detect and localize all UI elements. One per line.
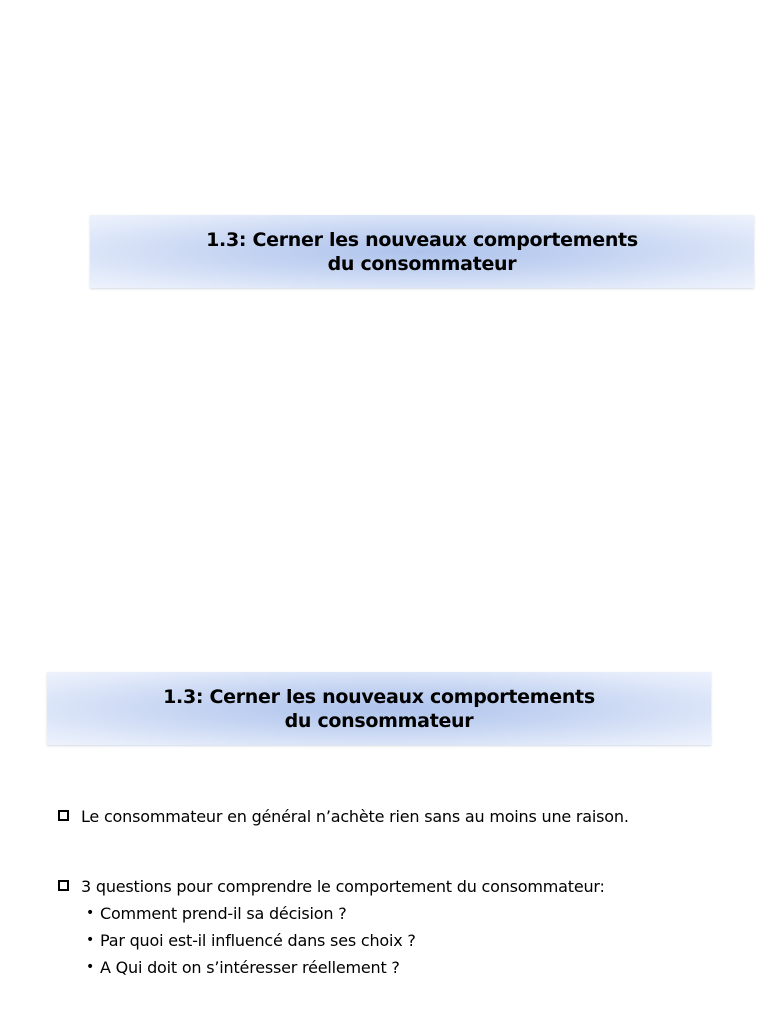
checkbox-icon — [58, 810, 69, 821]
bullet-point — [58, 804, 738, 830]
slide-title-line-1: 1.3: Cerner les nouveaux comportements — [163, 685, 595, 708]
bullet-point-text: 3 questions pour comprendre le comportement du consommateur: — [81, 877, 605, 896]
bullet-dot-icon: • — [86, 905, 95, 921]
bullet-point-body — [81, 874, 605, 900]
sub-bullet-item — [86, 927, 738, 954]
bullet-point-text: Le consommateur en général n’achète rien sans au moins une raison. — [81, 807, 629, 826]
slide-title — [206, 228, 638, 276]
sub-bullet-text: Par quoi est-il influencé dans ses choix ? — [100, 931, 416, 950]
slide-content — [58, 804, 738, 981]
slide-title-line-1: 1.3: Cerner les nouveaux comportements — [206, 228, 638, 251]
slide-title-banner — [47, 672, 711, 745]
slide-title — [163, 685, 595, 733]
sub-bullet-text: A Qui doit on s’intéresser réellement ? — [100, 958, 400, 977]
sub-bullet-item — [86, 900, 738, 927]
slide-2 — [0, 512, 768, 1024]
bullet-point — [58, 874, 738, 900]
sub-bullet-text: Comment prend-il sa décision ? — [100, 904, 347, 923]
checkbox-icon — [58, 880, 69, 891]
sub-bullet-list — [58, 900, 738, 981]
slide-title-line-2: du consommateur — [284, 709, 474, 732]
slide-title-banner — [90, 215, 754, 288]
bullet-dot-icon: • — [86, 959, 95, 975]
sub-bullet-item — [86, 954, 738, 981]
bullet-dot-icon: • — [86, 932, 95, 948]
slide-title-line-2: du consommateur — [327, 252, 517, 275]
